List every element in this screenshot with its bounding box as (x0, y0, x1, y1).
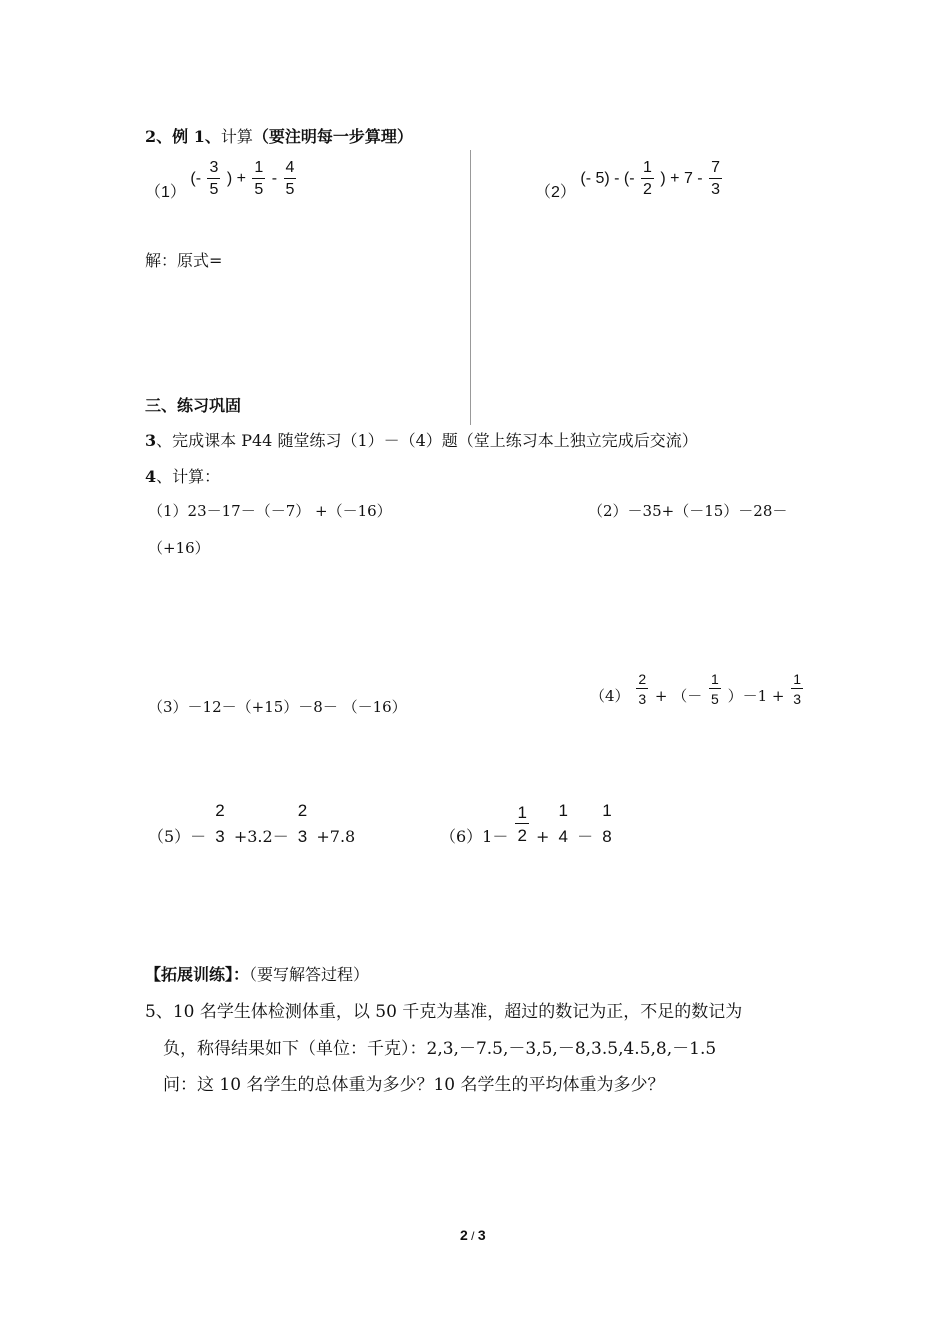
problem-1-line1: （1）23－17－（－7） +（－16） (148, 502, 392, 520)
fraction: $\frac{1}{5}$ (711, 671, 719, 707)
extension-line-3: 问：这 10 名学生的总体重为多少？10 名学生的平均体重为多少？ (163, 1075, 665, 1095)
example-q2 (535, 160, 724, 202)
example-heading (145, 124, 413, 147)
problem-5-term2: +7.8 (316, 827, 356, 846)
fraction: $\frac{1}{3}$ (793, 671, 802, 707)
problem-6-term1: + (536, 827, 550, 846)
fraction: $\frac{1}{2}$ (643, 159, 652, 198)
extension-line-1: 5、10 名学生体检测体重，以 50 千克为基准，超过的数记为正，不足的数记为 (145, 1002, 743, 1022)
fraction: $\frac{2}{3}$ (638, 671, 647, 707)
example-heading-number: 2、例 1、 (145, 127, 221, 146)
problem-6-term2: － (577, 827, 594, 846)
fraction: $\frac{7}{3}$ (711, 159, 720, 198)
problem-4 (590, 672, 805, 706)
fraction: $\frac{4}{5}$ (285, 159, 295, 198)
example-q2-label: （2） (535, 184, 576, 202)
example-q1 (145, 160, 298, 202)
page-number (460, 1227, 486, 1243)
fraction: 2 3 (297, 801, 308, 846)
solution-prompt: 解：原式= (145, 251, 223, 270)
extension-line-2: 负，称得结果如下（单位：千克）：2,3,－7.5,－3,5,－8,3.5,4.5,8,－1.5 (163, 1039, 717, 1059)
practice-item-3-text: 、完成课本 P44 随堂练习（1）－（4）题（堂上练习本上独立完成后交流） (156, 431, 698, 450)
problem-4-term1: + （－ (654, 687, 703, 705)
column-divider (470, 150, 471, 425)
practice-item-4-number: 4 (145, 467, 157, 486)
problem-4-term2: ）－1 + (727, 687, 785, 705)
fraction: $\frac{3}{5}$ (209, 159, 219, 198)
page-current: 2 (460, 1227, 468, 1243)
practice-item-3 (145, 428, 698, 451)
fraction: $\frac{1}{2}$ (517, 802, 527, 845)
page-total: 3 (477, 1227, 486, 1243)
extension-heading (145, 962, 369, 985)
example-heading-note: （要注明每一步算理） (252, 127, 413, 146)
problem-5-label: （5）－ (148, 827, 207, 846)
fraction: 2 3 (215, 801, 225, 846)
example-q1-minus: - (271, 170, 278, 188)
extension-heading-note: （要写解答过程） (249, 965, 370, 984)
example-q1-label: （1） (145, 184, 186, 202)
extension-heading-title: 【拓展训练】： (145, 965, 250, 984)
problem-3: （3）－12－（+15）－8－ （－16） (148, 698, 407, 716)
problem-6 (440, 802, 616, 847)
problem-4-label: （4） (590, 687, 630, 705)
fraction: 1 8 (602, 801, 612, 846)
problem-6-label: （6）1－ (440, 827, 509, 846)
practice-heading: 三、练习巩固 (145, 396, 242, 415)
problem-1-line2: （+16） (148, 539, 210, 557)
practice-item-4-text: 、计算： (156, 467, 221, 486)
example-q1-open: (- (190, 170, 202, 188)
fraction: $\frac{1}{5}$ (254, 159, 264, 198)
example-q1-mid: ) + (226, 170, 246, 188)
practice-item-3-number: 3 (145, 431, 157, 450)
practice-item-4 (145, 464, 220, 487)
fraction: 1 4 (558, 801, 568, 846)
page-separator: / (467, 1229, 478, 1243)
problem-5-term1: +3.2－ (233, 827, 289, 846)
problem-2-line1: （2）－35+（－15）－28－ (588, 502, 788, 520)
example-q2-lead: (- 5) - (- (580, 170, 635, 188)
example-heading-text: 计算 (220, 127, 253, 146)
problem-5 (148, 802, 355, 847)
example-q2-mid: ) + 7 - (660, 170, 703, 188)
